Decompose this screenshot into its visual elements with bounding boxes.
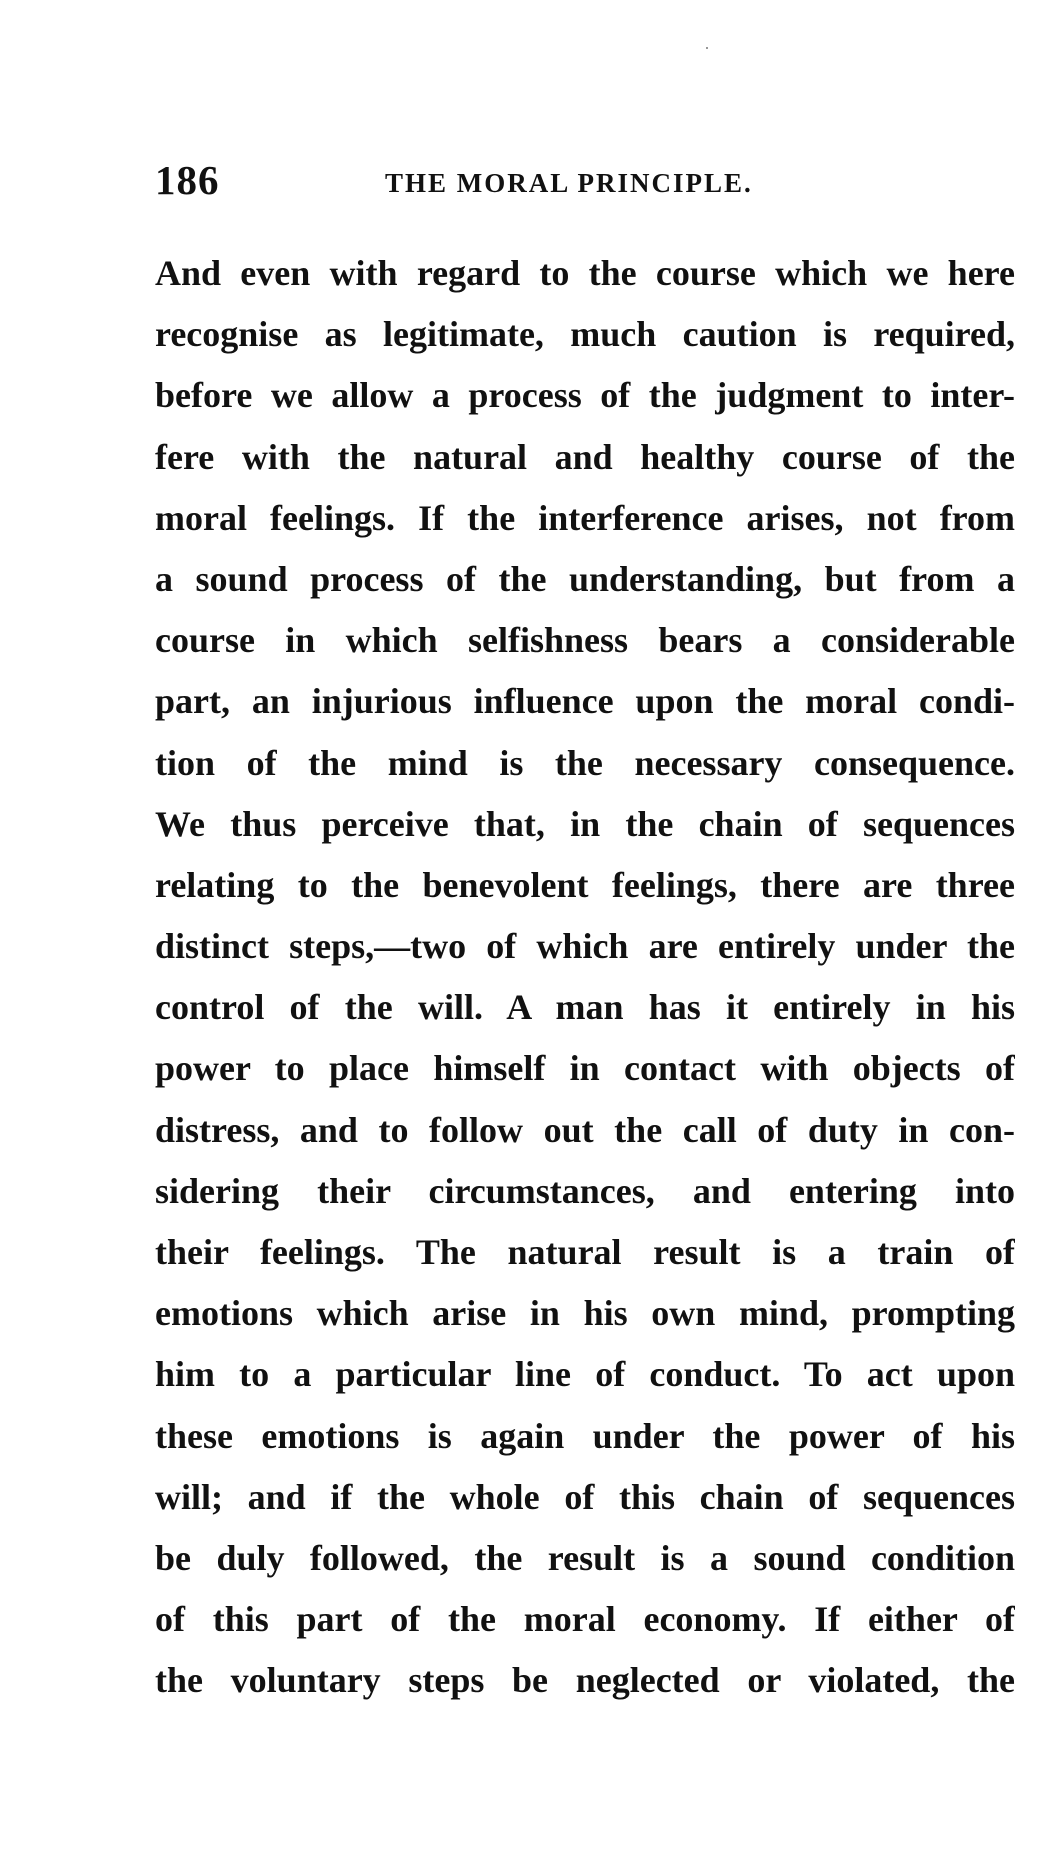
page-header xyxy=(155,155,915,205)
text-line: relating to the benevolent feelings, there are three xyxy=(155,864,1015,905)
text-line: be duly followed, the result is a sound condition xyxy=(155,1537,1015,1578)
paper-speck xyxy=(706,47,708,49)
text-line: fere with the natural and healthy course of the xyxy=(155,436,1015,477)
body-text xyxy=(155,243,1015,1712)
text-line: a sound process of the understanding, but from a xyxy=(155,558,1015,599)
text-line: of this part of the moral economy. If either of xyxy=(155,1599,1015,1640)
text-line: recognise as legitimate, much caution is required, xyxy=(155,314,1015,355)
text-line: part, an injurious influence upon the moral condi- xyxy=(155,681,1015,722)
text-line: sidering their circumstances, and entering into xyxy=(155,1170,1015,1211)
text-line: distress, and to follow out the call of duty in con- xyxy=(155,1109,1015,1150)
text-line: emotions which arise in his own mind, prompting xyxy=(155,1293,1015,1334)
text-line: control of the will. A man has it entirely in his xyxy=(155,987,1015,1028)
text-line: And even with regard to the course which we here xyxy=(155,253,1015,293)
text-line: moral feelings. If the interference arises, not from xyxy=(155,497,1015,538)
text-line: We thus perceive that, in the chain of sequences xyxy=(155,803,1015,844)
text-line: their feelings. The natural result is a train of xyxy=(155,1232,1015,1272)
text-line: before we allow a process of the judgment to inter- xyxy=(155,375,1015,416)
page-number: 186 xyxy=(155,157,220,203)
text-line: will; and if the whole of this chain of sequences xyxy=(155,1476,1015,1517)
text-line: course in which selfishness bears a considerable xyxy=(155,620,1015,661)
text-line: power to place himself in contact with objects of xyxy=(155,1048,1015,1089)
text-line: distinct steps,—two of which are entirely under the xyxy=(155,926,1015,967)
text-line: him to a particular line of conduct. To act upon xyxy=(155,1354,1015,1395)
text-line: the voluntary steps be neglected or violated, the xyxy=(155,1660,1015,1701)
running-head: THE MORAL PRINCIPLE. xyxy=(385,168,753,198)
text-line: these emotions is again under the power of his xyxy=(155,1415,1015,1456)
text-line: tion of the mind is the necessary consequence. xyxy=(155,742,1015,783)
